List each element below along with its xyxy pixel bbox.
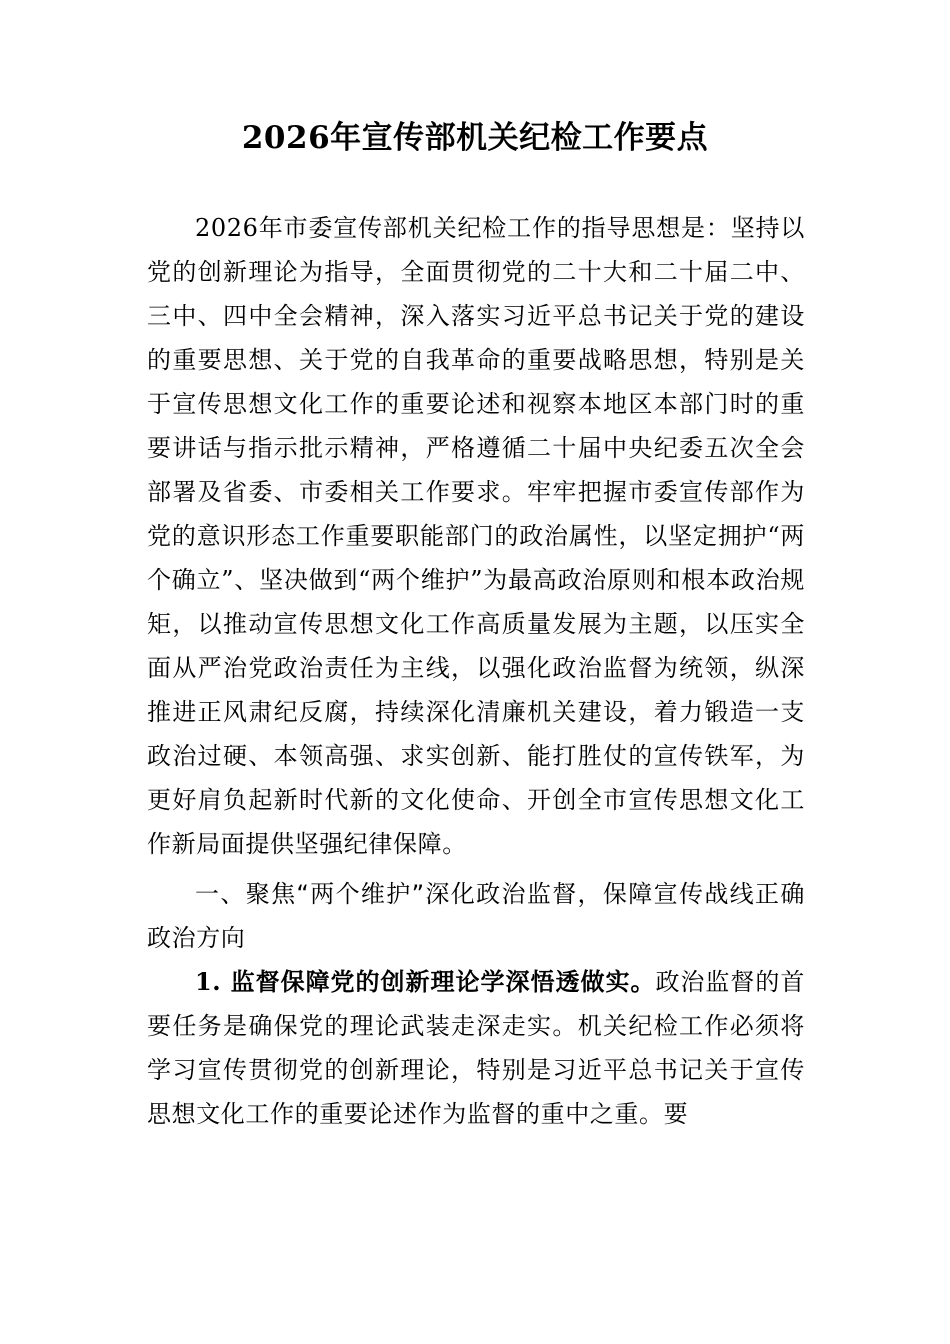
item-1-text: 政治监督的首要任务是确保党的理论武装走深走实。机关纪检工作必须将学习宣传贯彻党的创新理论，特别是习近平总书记关于宣传思想文化工作的重要论述作为监督的重中之重。要: [147, 968, 805, 1128]
item-1-lead: 1. 监督保障党的创新理论学深悟透做实。: [195, 967, 656, 996]
item-1-paragraph: [147, 960, 805, 1136]
intro-paragraph: 2026年市委宣传部机关纪检工作的指导思想是：坚持以党的创新理论为指导，全面贯彻党的二十大和二十届二中、三中、四中全会精神，深入落实习近平总书记关于党的建设的重要思想、关于党的自我革命的重要战略思想，特别是关于宣传思想文化工作的重要论述和视察本地区本部门时的重要讲话与指示批示精神，严格遵循二十届中央纪委五次全会部署及省委、市委相关工作要求。牢牢把握市委宣传部作为党的意识形态工作重要职能部门的政治属性，以坚定拥护“两个确立”、坚决做到“两个维护”为最高政治原则和根本政治规矩，以推动宣传思想文化工作高质量发展为主题，以压实全面从严治党政治责任为主线，以强化政治监督为统领，纵深推进正风肃纪反腐，持续深化清廉机关建设，着力锻造一支政治过硬、本领高强、求实创新、能打胜仗的宣传铁军，为更好肩负起新时代新的文化使命、开创全市宣传思想文化工作新局面提供坚强纪律保障。: [147, 214, 805, 858]
section-1-heading: 一、聚焦“两个维护”深化政治监督，保障宣传战线正确政治方向: [147, 880, 805, 952]
document-body: [147, 206, 805, 1136]
document-title: 2026年宣传部机关纪检工作要点: [241, 120, 709, 156]
